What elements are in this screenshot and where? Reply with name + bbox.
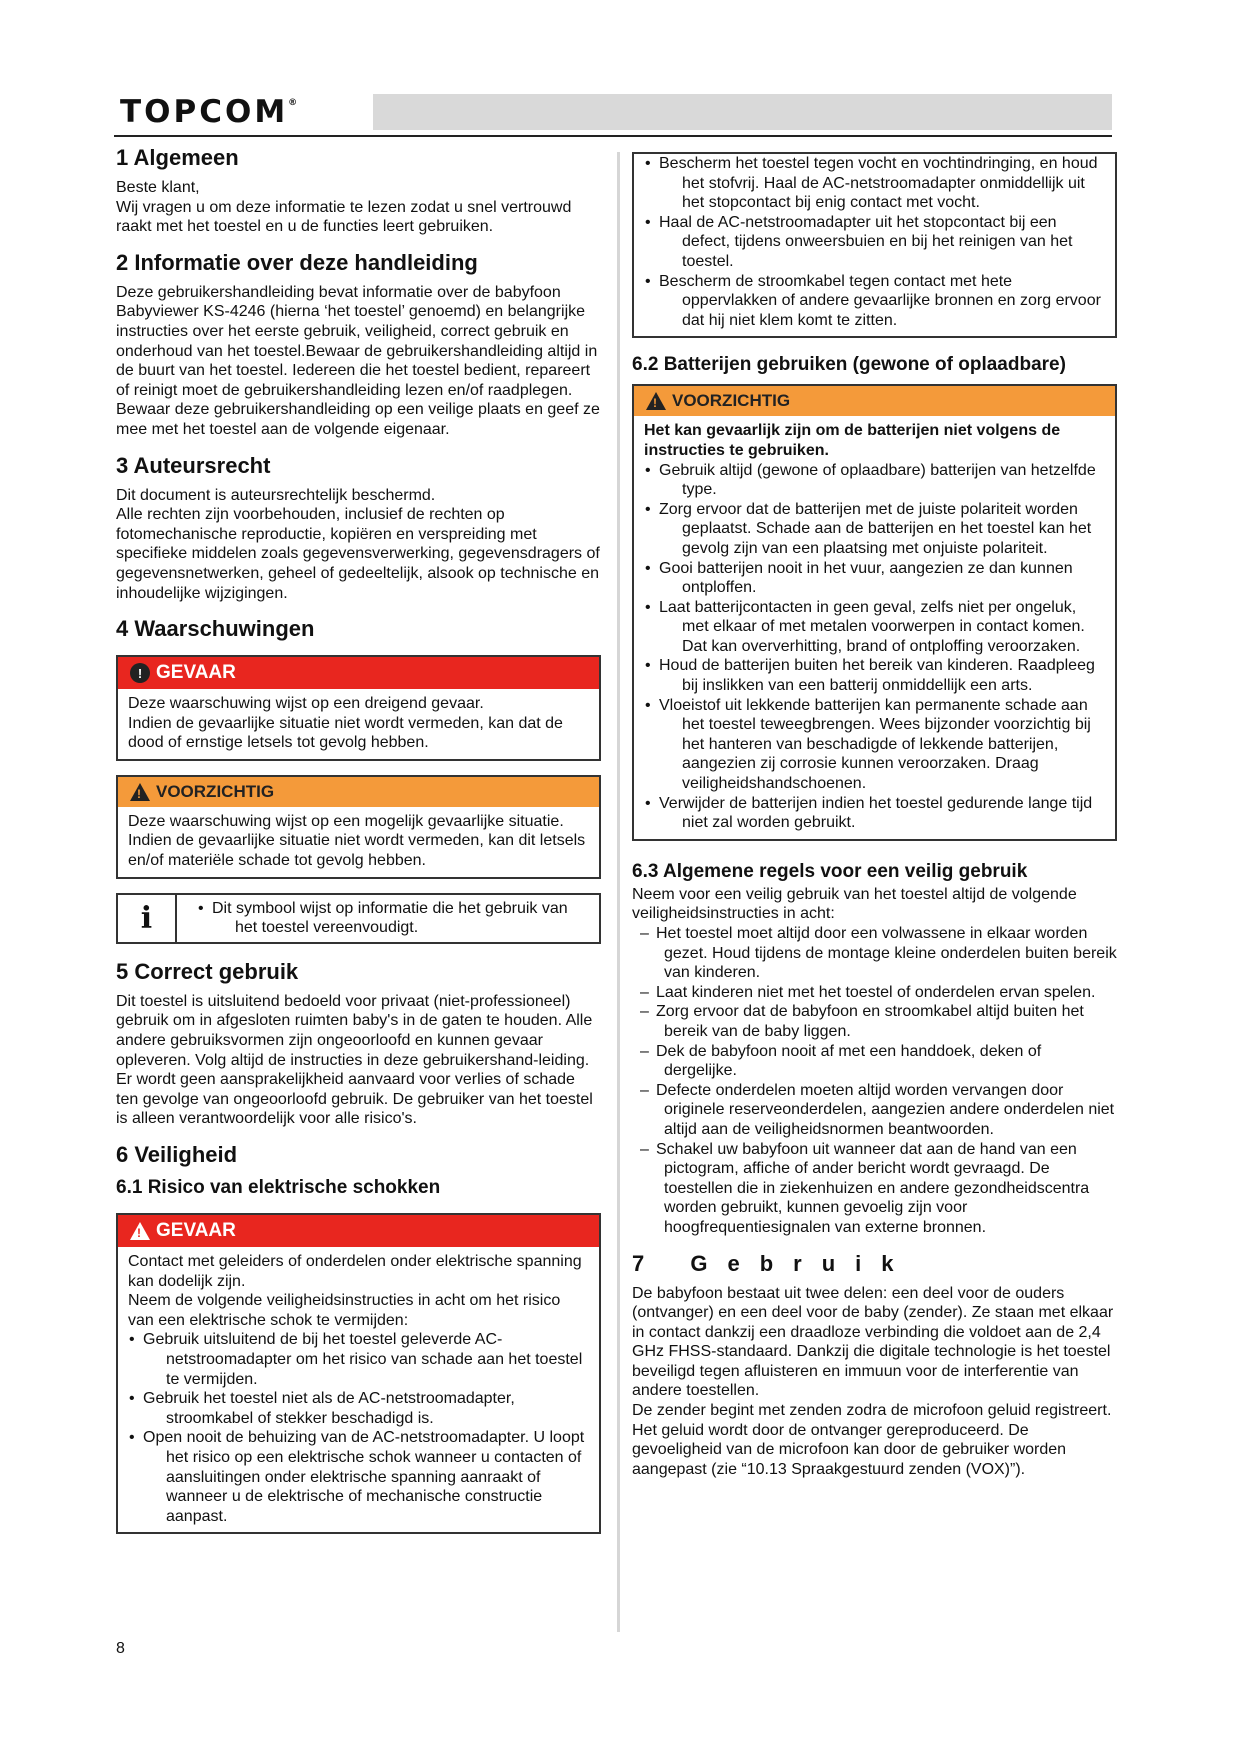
danger-header [118, 657, 599, 689]
list-item: – Schakel uw babyfoon uit wanneer dat aan de hand van een pictogram, affiche of ander bericht wordt gevraagd. De toestellen die in ziekenhuizen en andere gezondheidscentra worden gebruikt, kunnen gevoelig zijn voor hoogfrequentiesignalen van externe bronnen. [632, 1140, 1117, 1238]
danger-body [118, 1247, 599, 1532]
section-title: 2 Informatie over deze handleiding [116, 249, 478, 275]
subsection-title: 6.2 Batterijen gebruiken (gewone of oplaadbare) [632, 354, 1066, 376]
danger-label: GEVAAR [156, 1220, 236, 1241]
list-item: • Bescherm de stroomkabel tegen contact met hete oppervlakken of andere gevaarlijke bronnen en zorg ervoor dat hij niet klem komt te zitten. [632, 272, 1105, 331]
caution-text: Deze waarschuwing wijst op een mogelijk gevaarlijke situatie. [128, 812, 564, 830]
danger-text: Neem de volgende veiligheidsinstructies in acht om het risico van een elektrische schok te vermijden: [128, 1292, 561, 1329]
danger-text: Deze waarschuwing wijst op een dreigend gevaar. [128, 695, 484, 713]
warning-triangle-icon: ! [646, 392, 666, 410]
bullet-list [632, 461, 1105, 833]
list-item: • Houd de batterijen buiten het bereik van kinderen. Raadpleeg bij inslikken van een batterij onmiddellijk een arts. [632, 656, 1105, 695]
caution-header [634, 386, 1115, 416]
section-title: 5 Correct gebruik [116, 958, 299, 984]
paragraph: Alle rechten zijn voorbehouden, inclusief de rechten op fotomechanische reproductie, kopiëren en verspreiding met specifieke middelen zoals gegevensverwerking, gegevensdragers of gegevensnetwerken, geheel of gedeeltelijk, alsook op technische en inhoudelijke wijzigingen. [116, 506, 600, 602]
list-item: • Gebruik het toestel niet als de AC-netstroomadapter, stroomkabel of stekker beschadigd is. [116, 1389, 589, 1428]
list-item: – Defecte onderdelen moeten altijd worden vervangen door originele reserveonderdelen, aangezien andere onderdelen niet altijd aan de veiligheidsnormen beantwoorden. [632, 1081, 1117, 1140]
list-item: • Vloeistof uit lekkende batterijen kan permanente schade aan het toestel teweegbrengen. Wees bijzonder voorzichtig bij het hanteren van beschadigde of lekkende batterijen, aangezien zij corrosie kunnen veroorzaken. Draag veiligheidshandschoenen. [632, 696, 1105, 794]
section-correct-gebruik [116, 958, 601, 1129]
danger-text: Indien de gevaarlijke situatie niet wordt vermeden, kan dat de dood of ernstige letsels tot gevolg hebben. [128, 714, 563, 752]
page-number: 8 [116, 1640, 125, 1657]
list-item: • Gebruik uitsluitend de bij het toestel geleverde AC-netstroomadapter om het risico van schade aan het toestel te vermijden. [116, 1330, 589, 1389]
caution-body [118, 807, 599, 877]
section-waarschuwingen [116, 615, 601, 944]
section-auteursrecht [116, 452, 601, 604]
caution-label: VOORZICHTIG [672, 391, 791, 411]
info-box [116, 893, 601, 944]
list-item: • Zorg ervoor dat de batterijen met de juiste polariteit worden geplaatst. Schade aan de batterijen en het toestel kan het gevolg zijn van een plaatsing met onjuiste polariteit. [632, 500, 1105, 559]
list-item: • Laat batterijcontacten in geen geval, zelfs niet per ongeluk, met elkaar of met metalen voorwerpen in contact komen. Dat kan oververhitting, brand of ontploffing veroorzaken. [632, 598, 1105, 657]
section-veilig-gebruik [632, 859, 1117, 1238]
header-bar [373, 94, 1112, 130]
list-item: • Bescherm het toestel tegen vocht en vochtindringing, en houd het stofvrij. Haal de AC-netstroomadapter onmiddellijk uit het stopcontact bij enig contact met vocht. [632, 154, 1105, 213]
header-rule [114, 135, 1112, 137]
column-divider [617, 152, 620, 1632]
paragraph: Dit toestel is uitsluitend bedoeld voor privaat (niet-professioneel) gebruik om in afgesloten ruimten baby's in de gaten te houden. Alle andere gebruiksvormen zijn ongeoorloofd en kunnen gevaar opleveren. Volg altijd de instructies in deze gebruikershand-leiding. Er wordt geen aansprakelijkheid aanvaard voor verlies of schade ten gevolge van ongeoorloofd gebruik. De gebruiker van het toestel is alleen verantwoordelijk voor alle risico's. [116, 992, 593, 1128]
paragraph: De zender begint met zenden zodra de microfoon geluid registreert. Het geluid wordt door de ontvanger gereproduceerd. De gevoeligheid van de microfoon kan door de gebruiker worden aangepast (zie “10.13 Spraakgestuurd zenden (VOX)”). [632, 1402, 1112, 1478]
topcom-logo: TOPCOM® [120, 94, 298, 130]
list-item: – Het toestel moet altijd door een volwassene in elkaar worden gezet. Houd tijdens de montage kleine onderdelen buiten bereik van kinderen. [632, 924, 1117, 983]
list-item: – Laat kinderen niet met het toestel of onderdelen ervan spelen. [632, 983, 1117, 1003]
right-column [632, 152, 1117, 1491]
electric-danger-box-continued [632, 152, 1117, 338]
battery-caution-box [632, 384, 1117, 840]
info-text: • Dit symbool wijst op informatie die het gebruik van het toestel vereenvoudigt. [185, 899, 591, 938]
caution-intro: Het kan gevaarlijk zijn om de batterijen niet volgens de instructies te gebruiken. [644, 422, 1061, 459]
danger-body [118, 689, 599, 759]
danger-text: Contact met geleiders of onderdelen onder elektrische spanning kan dodelijk zijn. [128, 1253, 582, 1290]
exclamation-circle-icon: ! [130, 663, 150, 683]
subsection-title: 6.3 Algemene regels voor een veilig gebruik [632, 860, 1028, 882]
section-algemeen [116, 144, 601, 237]
paragraph: Wij vragen u om deze informatie te lezen zodat u snel vertrouwd raakt met het toestel en u de functies leert gebruiken. [116, 198, 572, 236]
section-title: 6 Veiligheid [116, 1142, 238, 1167]
danger-header [118, 1215, 599, 1247]
warning-triangle-icon: ! [130, 1222, 150, 1240]
list-item: • Gooi batterijen nooit in het vuur, aangezien ze dan kunnen ontploffen. [632, 559, 1105, 598]
danger-label: GEVAAR [156, 662, 236, 684]
caution-label: VOORZICHTIG [156, 781, 275, 801]
section-title: 7 Gebruik [632, 1250, 914, 1276]
left-column [116, 144, 601, 1548]
section-title: 3 Auteursrecht [116, 452, 271, 478]
caution-header [118, 777, 599, 807]
danger-body [634, 154, 1115, 336]
electric-danger-box [116, 1213, 601, 1534]
paragraph: Neem voor een veilig gebruik van het toestel altijd de volgende veiligheidsinstructies in acht: [632, 885, 1077, 923]
info-icon: i [118, 895, 177, 942]
paragraph: Dit document is auteursrechtelijk beschermd. [116, 486, 436, 504]
list-item: – Dek de babyfoon nooit af met een handdoek, deken of dergelijke. [632, 1042, 1117, 1081]
bullet-list [632, 154, 1105, 330]
section-veiligheid [116, 1141, 601, 1534]
danger-box [116, 655, 601, 761]
bullet-list [116, 1330, 589, 1526]
subsection-title: 6.1 Risico van elektrische schokken [116, 1177, 441, 1198]
paragraph: De babyfoon bestaat uit twee delen: een deel voor de ouders (ontvanger) en een deel voor de baby (zender). Ze staan met elkaar in contact dankzij een draadloze verbinding die voldoet aan de 2,4 GHz FHSS-standaard. Dankzij die digitale technologie is het toestel beveiligd tegen afluisteren en immuun voor de interferentie van andere toestellen. [632, 1284, 1114, 1400]
info-body [177, 895, 599, 942]
section-title: 1 Algemeen [116, 145, 239, 170]
section-gebruik [632, 1250, 1117, 1480]
list-item: – Zorg ervoor dat de babyfoon en stroomkabel altijd buiten het bereik van de baby liggen. [632, 1002, 1117, 1041]
list-item: • Open nooit de behuizing van de AC-netstroomadapter. U loopt het risico op een elektrische schok wanneer u contacten of aansluitingen onder elektrische spanning aanraakt of wanneer u de elektrische of mechanische constructie aanpast. [116, 1428, 589, 1526]
list-item: • Haal de AC-netstroomadapter uit het stopcontact bij een defect, tijdens onweersbuien en bij het reinigen van het toestel. [632, 213, 1105, 272]
section-title: 4 Waarschuwingen [116, 616, 315, 642]
caution-text: Indien de gevaarlijke situatie niet wordt vermeden, kan dit letsels en/of materiële schade tot gevolg hebben. [128, 832, 586, 870]
list-item: • Gebruik altijd (gewone of oplaadbare) batterijen van hetzelfde type. [632, 461, 1105, 500]
caution-box [116, 775, 601, 879]
list-item: • Verwijder de batterijen indien het toestel gedurende lange tijd niet zal worden gebruikt. [632, 794, 1105, 833]
dash-list [632, 924, 1117, 1238]
warning-triangle-icon: ! [130, 783, 150, 801]
greeting: Beste klant, [116, 179, 200, 196]
paragraph: Deze gebruikershandleiding bevat informatie over de babyfoon Babyviewer KS-4246 (hierna ‘het toestel’ genoemd) en belangrijke instructies over het eerste gebruik, veiligheid, correct gebruik en onderhoud van het toestel.Bewaar de gebruikershandleiding altijd in de buurt van het toestel. Iedereen die het toestel bedient, repareert of reinigt moet de gebruikershandleiding lezen en/of raadplegen. Bewaar deze gebruikershandleiding op een veilige plaats en geef ze mee met het toestel aan de volgende eigenaar. [116, 283, 600, 438]
section-informatie [116, 249, 601, 440]
caution-body [634, 416, 1115, 838]
